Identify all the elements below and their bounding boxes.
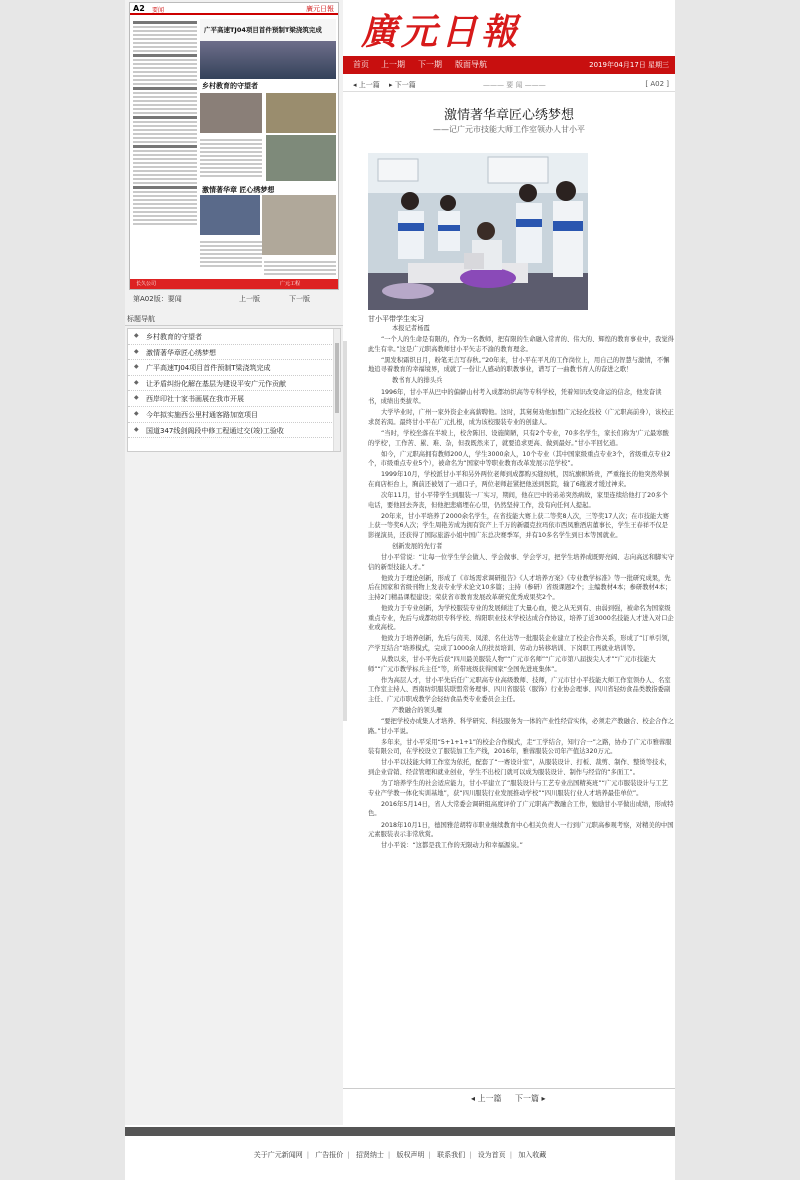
article-scrollbar[interactable] [343,341,347,721]
page-thumbnail[interactable] [129,2,339,290]
article-paragraph: “当时，学校坐落在半坡上，校舍陈旧、设施简陋，只有2个专业，70多名学生，家长们称为'广元最寒酸的学校'，工作苦、累、难、杂，但我既然来了，就要追求更高、做到最好。”甘小平回忆道。 [368,429,669,447]
title-item[interactable]: ◆ 乡村教育的守望者 [128,329,340,345]
page-navigation [129,292,339,306]
thumbnail-page-number: A2 [133,4,145,13]
article-paragraph: 20年来，甘小平培养了2000余名学生，在省技能大赛上获二等奖8人次，三等奖17人次；在市技能大赛上获一等奖6人次；学生周艳芳成为拥有资产上千万的新疆克拉玛依市西凤雅酒店董事长，学生王春祥不仅是影视演员，还获得了国际旅游小姐中国广东总决赛季军，并有10多名学生到日本等国就业。 [368,512,669,539]
masthead [343,0,675,56]
article-paragraph: “黑发积霜织日月，粉笔无言写春秋。”20年来，甘小平在平凡的工作岗位上，用自己的智慧与激情，不懈地追寻着教育的幸福境界，成就了一份让人感动的职教事业，谱写了一曲教书育人的奋进之歌！ [368,356,670,374]
next-article-link[interactable]: ▸ 下一篇 [389,81,416,89]
title-item[interactable]: ◆ 今年拟实施西公里村通客路加宽项目 [128,407,340,423]
prev-article-link[interactable]: ◂ 上一篇 [353,81,380,89]
thumbnail-header [130,3,339,15]
thumbnail-headline: 广平高速TJ04项目首件预制T梁浇筑完成 [200,19,336,53]
article-paragraph: 1999年10月，学校派甘小平和另外两位老师到成都购买缝纫机，因坑旗帜矫贵，严重拖长的他突然晕倒在商店柜台上，胸前还被划了一道口子，两位老师赶紧把他送到医院，输了6瓶液才缓过神来。 [368,471,670,488]
article-paragraph: 1996年，甘小平从巴中的偏僻山村考入成都纺织高等专科学校，凭着知识改变命运的信念，他发奋读书，成绩出类拔萃。 [368,388,662,406]
title-navigation [125,312,343,435]
footer-link-bookmark[interactable]: 加入收藏 [518,1151,547,1159]
article-body [368,324,674,852]
diamond-bullet-icon: ◆ [134,378,139,386]
diamond-bullet-icon: ◆ [134,425,139,433]
article-paragraph: 次年11月，甘小平带学生到服装一厂实习，期间，他在巴中的弟弟突然病故，家里连续给他打了20多个电话，要他回去奔丧，但他把悲痛埋在心里，仍然坚持工作，没有向任何人提起。 [368,492,668,509]
thumbnail-text-column [133,19,197,287]
article-paragraph: 甘小平说：“这都是我工作的无限动力和幸福源泉。” [381,842,523,850]
article-subtitle: ——记广元市技能大师工作室领办人甘小平 [433,125,585,134]
title-item[interactable]: ◆ 西岸印社十家书画展在我市开展 [128,391,340,407]
diamond-bullet-icon: ◆ [134,332,139,339]
article-paragraph: 2016年5月14日，省人大常委会调研组高度评价了广元职高产教融合工作，勉励甘小平做出成绩，形成特色。 [368,800,674,818]
thumbnail-footer-ad: 长久公司 广元工程 [130,279,339,289]
bottom-article-navigation [343,1092,675,1106]
article-paragraph: “要把学校办成集人才培养、科学研究、科技服务为一体的产业性经营实体，必须走产教融合、校企合作之路。”甘小平说。 [368,718,674,735]
thumbnail-photo [200,195,260,235]
byline: 本报记者杨霞 [392,325,430,332]
current-page-label: 第A02版：要闻 [133,295,182,303]
prev-issue-link[interactable]: 上一期 [381,60,405,69]
article-paragraph: “一个人的生命是有限的，作为一名教师，把有限的生命融入常青的、伟大的、辉煌的教育事业中，我觉得此生有幸。”这是广元职高教师甘小平矢志不渝的教育理念。 [368,336,674,353]
thumbnail-text-block [200,239,262,269]
thumbnail-story-title: 激情著华章 匠心绣梦想 [202,186,275,194]
thumbnail-logo: 廣元日報 [306,5,334,13]
article-paragraph: 多年来，甘小平采用“5+1+1+1”的校企合作模式，走“工学结合，知行合一”之路，协办了广元市雅蓉服装有限公司，在学校设立了服装加工生产线，2016年，雅蓉服装公司年产值达320万元。 [368,738,672,756]
top-navigation-bar [343,56,675,74]
section-heading: 产教融合的领头雁 [392,706,443,714]
divider [343,1088,675,1089]
article-paragraph: 他致力于理论创新，形成了《市场需求调研报告》《人才培养方案》《专业教学标准》等一批研究成果，先后在国家和省级刊物上发表专业学术论文10多篇；主持（参研）省级课题2个；主编教材4本；参研教材4本；主持2门精品课程建设；荣获省市教育发展改革研究优秀成果奖2个。 [368,574,672,601]
left-column [125,0,343,1125]
footer-bar [125,1127,675,1136]
diamond-bullet-icon: ◆ [134,394,139,402]
title-list-scrollbar[interactable] [333,329,340,451]
section-label: ——— 要 闻 ——— [483,81,546,89]
article-paragraph: 为了培养学生的社会适应能力，甘小平建立了“服装设计与工艺专业出国精英班”“广元市服装设计与工艺专业产学教一体化实训基地”，获“四川服装行业发展推动学校”“四川服装行业人才培养最佳单位”。 [368,780,668,797]
thumbnail-section: 要闻 [152,7,165,14]
diamond-bullet-icon: ◆ [134,363,139,371]
footer-link-ads[interactable]: 广告报价 [315,1151,344,1159]
epaper-page [125,0,675,1180]
article-paragraph: 他致力于专业创新，为学校服装专业的发展倾注了大量心血，使之从无到有、由弱到强，被命名为国家级重点专业，先后与成都纺织专科学校、绵阳职业技术学校达成合作协议，培养了近3000名技能人才进入对口企业或高校。 [368,605,674,632]
article-paragraph: 作为高层人才，甘小平先后任广元职高专业高级教师、技师，广元市甘小平技能大师工作室领办人、名室工作室主持人、西南纺织服装联盟常务理事、四川省服装（服饰）行业协会理事、四川省轻纺食品类教指委副主任、广元市职成教学会轻纺食品类专业委员会主任。 [368,676,671,703]
page-reference: [ A02 ] [645,80,669,88]
article-paragraph: 如今，广元职高拥有教师200人，学生3000余人，10个专业（其中国家级重点专业3个，省级重点专业2个，市级重点专业5个），被命名为“国家中等职业教育改革发展示范学校”。 [368,450,671,468]
thumbnail-story-title: 乡村教育的守望者 [202,82,258,90]
title-item[interactable]: ◆ 激情著华章匠心绣梦想 [128,345,340,361]
footer-link-copyright[interactable]: 版权声明 [396,1151,425,1159]
thumbnail-photo [200,93,262,133]
bottom-next-article-link[interactable]: 下一篇 ▸ [515,1094,546,1103]
thumbnail-photo [266,135,336,181]
title-navigation-header: 标题导航 [125,312,343,326]
footer-link-set-home[interactable]: 设为首页 [477,1151,506,1159]
prev-page-link[interactable]: 上一版 [239,295,260,303]
thumbnail-photo [200,41,336,79]
photo-caption: 甘小平带学生实习 [368,315,424,323]
article-paragraph: 大学毕业时，广州一家外资企业高薪聘他。这时，其舅舅劝他加盟广元轻化技校（广元职高前身），该校正求贤若渴。最终甘小平在广元扎根，成为该校服装专业的创建人。 [368,409,674,426]
next-issue-link[interactable]: 下一期 [418,60,442,69]
issue-date: 2019年04月17日 星期三 [589,61,669,69]
thumbnail-photo [266,93,336,133]
article-paragraph: 2018年10月1日，德国雅范胡特市职业继续教育中心相关负责人一行到广元职高参观考察，对精美的中国元素服装表示非常欣赏。 [368,821,674,839]
article-paragraph: 甘小平常说：“让每一位学生学会做人、学会做事、学会学习，把学生培养成既野亮阔、志向高远和脚实守信的新型技能人才。” [368,554,674,571]
article-paragraph: 甘小平以技能大师工作室为依托，配套了“一赛设计室”，从服装设计、打板、裁剪、制作、整烫等技术，到企业营销、经营管理和就业创业，学生不出校门就可以成为服装设计、制作与经营的“多面工”。 [368,759,671,777]
section-heading: 创新发展的先行者 [392,542,443,550]
footer-link-contact[interactable]: 联系我们 [437,1151,466,1159]
article-photo[interactable] [368,153,588,310]
section-heading: 教书育人的排头兵 [392,377,443,385]
footer-links: 关于广元新闻网 | 广告报价 | 招贤纳士 | 版权声明 | 联系我们 | 设为首页 | 加入收藏 [253,1151,547,1159]
newspaper-logo[interactable]: 廣元日報 [361,11,522,53]
article-paragraph: 从教以来，甘小平先后获“四川最美服装人物”“广元市名师”“广元市第八届拔尖人才”“广元市技能大师”“广元市教学标兵主任”等，所带班级获得国家“全国先进班集体”。 [368,656,656,673]
article-navigation-bar [343,78,675,92]
layout-nav-link[interactable]: 版面导航 [455,60,487,69]
article-title: 激情著华章匠心绣梦想 [443,108,574,123]
footer-link-jobs[interactable]: 招贤纳士 [355,1151,384,1159]
title-item[interactable]: ◆ 让矛盾纠纷化解在基层为建设平安广元作贡献 [128,376,340,392]
home-link[interactable]: 首页 [353,60,369,69]
title-item[interactable]: ◆ 广平高速TJ04项目首件预制T梁浇筑完成 [128,360,340,376]
title-list [127,328,341,452]
title-item[interactable]: ◆ 国道347线剑阁段中修工程通过交(竣)工验收 [128,423,340,439]
thumbnail-text-block [264,259,336,277]
footer-link-about[interactable]: 关于广元新闻网 [253,1151,303,1159]
diamond-bullet-icon: ◆ [134,347,139,355]
diamond-bullet-icon: ◆ [134,409,139,417]
thumbnail-photo [262,195,336,255]
thumbnail-text-block [200,137,262,179]
next-page-link[interactable]: 下一版 [289,295,310,303]
bottom-prev-article-link[interactable]: ◂ 上一篇 [471,1094,502,1103]
article-paragraph: 他致力于培养创新，先后与茵芙、凤漾、名仕达等一批服装企业建立了校企合作关系，形成了“订单引领，产学互结合”培养模式，完成了1000余人的扶贫培训、劳动力转移培训、下岗职工再就业培训等。 [368,635,674,652]
